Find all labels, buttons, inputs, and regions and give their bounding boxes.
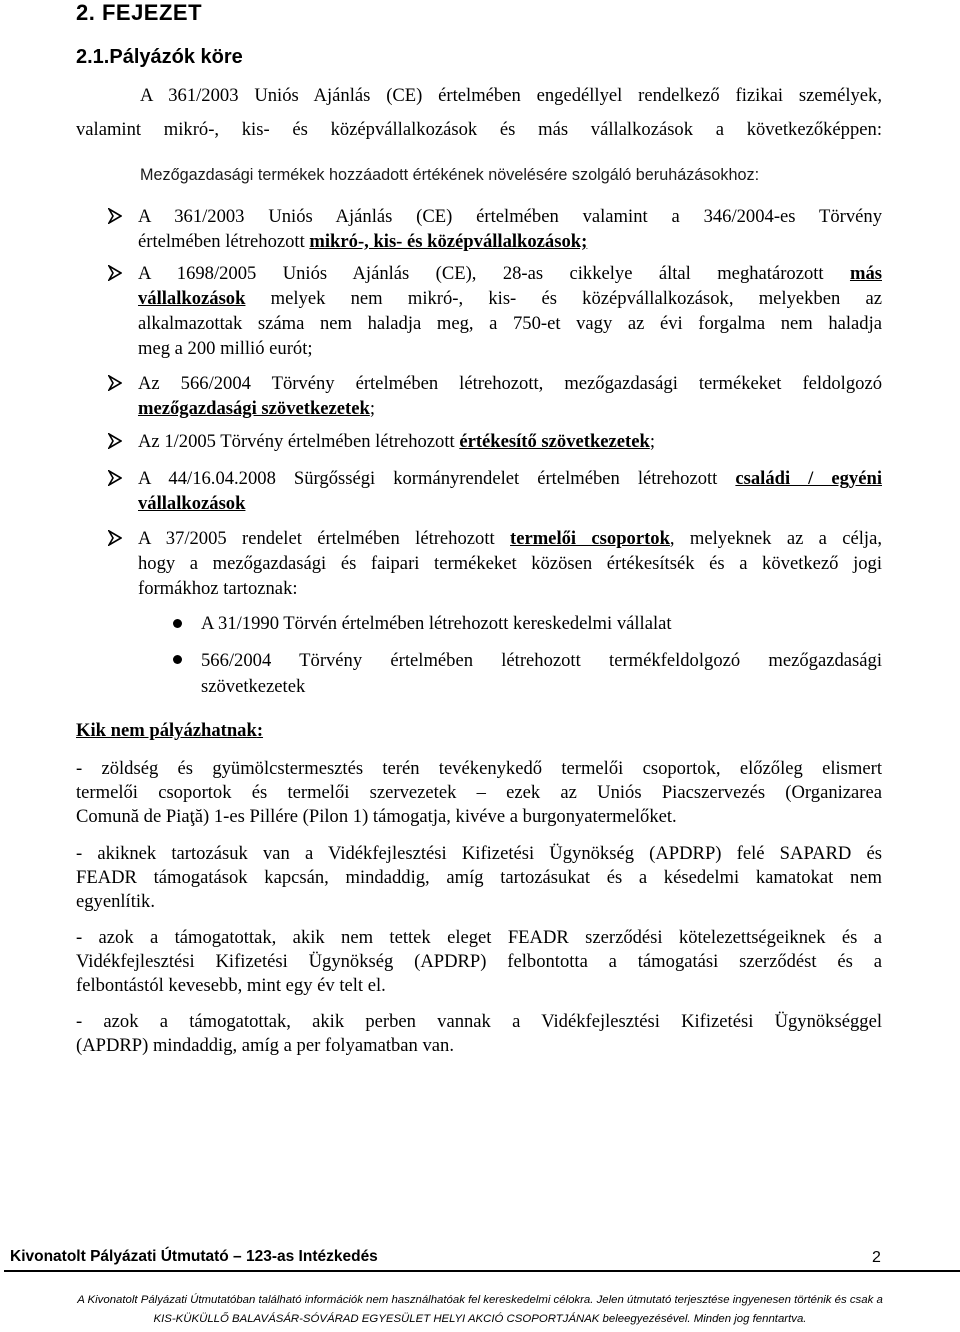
subheading: Mezőgazdasági termékek hozzáadott értékének növelésére szolgáló beruházásokhoz: (140, 166, 760, 184)
item-emphasis: mikró-, kis- és középvállalkozások; (309, 231, 588, 252)
sub-list-item (201, 611, 882, 637)
list-item (138, 371, 882, 421)
paragraph-line: egyenlítik. (76, 891, 156, 912)
page-number: 2 (872, 1249, 881, 1266)
arrow-bullet-icon (108, 530, 122, 546)
excluded-paragraph (76, 1010, 882, 1058)
item-emphasis: vállalkozások (138, 493, 246, 514)
paragraph-line: - zöldség és gyümölcstermesztés terén tevékenykedő termelői csoportok, előzőleg elismert (76, 758, 882, 779)
item-text: értelmében létrehozott (138, 231, 310, 252)
item-text: A 37/2005 rendelet értelmében létrehozott (138, 528, 510, 549)
paragraph-line: (APDRP) mindaddig, amíg a per folyamatban van. (76, 1035, 454, 1056)
item-line: hogy a mezőgazdasági és faipari termékeket közösen értékesítsék és a következő jogi (138, 553, 882, 574)
paragraph-line: Comună de Piaţă) 1-es Pillére (Pilon 1) támogatja, kivéve a burgonyatermelőket. (76, 806, 677, 827)
item-line: Az 566/2004 Törvény értelmében létrehozott, mezőgazdasági termékeket feldolgozó (138, 373, 882, 394)
list-item (138, 204, 882, 254)
excluded-heading: Kik nem pályázhatnak: (76, 720, 264, 741)
item-emphasis: termelői csoportok (510, 528, 670, 549)
footer-title: Kivonatolt Pályázati Útmutató – 123-as Intézkedés (10, 1248, 378, 1265)
item-line: meg a 200 millió eurót; (138, 338, 313, 359)
sub-list-item (201, 648, 882, 700)
arrow-bullet-icon (108, 470, 122, 486)
intro-line: valamint mikró-, kis- és középvállalkozások és más vállalkozások a következőképpen: (76, 119, 882, 140)
footer-disclaimer: A Kivonatolt Pályázati Útmutatóban található információk nem használhatóak fel kereskedelmi célokra. Jelen útmutató terjesztése ingyenesen történik és csak a (77, 1294, 883, 1306)
arrow-bullet-icon (108, 265, 122, 281)
arrow-bullet-icon (108, 208, 122, 224)
item-emphasis: mezőgazdasági szövetkezetek (138, 398, 370, 419)
section-heading: 2.1.Pályázók köre (76, 46, 243, 68)
list-item (138, 466, 882, 516)
bullet-dot-icon (173, 619, 182, 628)
paragraph-line: felbontástól kevesebb, mint egy év telt el. (76, 975, 386, 996)
item-text: melyek nem mikró-, kis- és középvállalkozások, melyekben az (245, 288, 882, 309)
footer-divider (4, 1270, 960, 1272)
paragraph-line: FEADR támogatások kapcsán, mindaddig, amíg tartozásukat és a késedelmi kamatokat nem (76, 867, 882, 888)
item-line: formákhoz tartoznak: (138, 578, 298, 599)
paragraph-line: - azok a támogatottak, akik nem tettek eleget FEADR szerződési kötelezettségeiknek és a (76, 927, 882, 948)
list-item (138, 261, 882, 361)
list-item (138, 429, 882, 454)
arrow-bullet-icon (108, 375, 122, 391)
item-emphasis: értékesítő szövetkezetek (459, 431, 650, 452)
item-text: Az 1/2005 Törvény értelmében létrehozott (138, 431, 460, 452)
bullet-dot-icon (173, 655, 182, 664)
item-line: alkalmazottak száma nem haladja meg, a 750-et vagy az évi forgalma nem haladja (138, 313, 882, 334)
excluded-paragraph (76, 757, 882, 829)
item-text: ; (369, 398, 376, 419)
arrow-bullet-icon (108, 433, 122, 449)
item-text: ; (649, 431, 655, 452)
item-text: A 44/16.04.2008 Sürgősségi kormányrendelet értelmében létrehozott (138, 468, 736, 489)
list-item (138, 526, 882, 601)
sub-item-line: szövetkezetek (201, 676, 306, 697)
excluded-paragraph (76, 842, 882, 914)
item-text: , melyeknek az a célja, (669, 528, 882, 549)
paragraph-line: termelői csoportok és termelői szervezetek – ezek az Uniós Piacszervezés (Organizarea (76, 782, 882, 803)
item-emphasis: családi / egyéni (735, 468, 882, 489)
item-text: A 1698/2005 Uniós Ajánlás (CE), 28-as cikkelye által meghatározott (138, 263, 850, 284)
sub-item-line: 566/2004 Törvény értelmében létrehozott termékfeldolgozó mezőgazdasági (201, 650, 882, 671)
paragraph-line: - akiknek tartozásuk van a Vidékfejlesztési Kifizetési Ügynökség (APDRP) felé SAPARD és (76, 843, 882, 864)
item-emphasis: más (849, 263, 882, 284)
footer-disclaimer: KIS-KÜKÜLLŐ BALAVÁSÁR-SÓVÁRAD EGYESÜLET HELYI AKCIÓ CSOPORTJÁNAK beleegyezésével. Minden jog fenntartva. (153, 1313, 807, 1325)
paragraph-line: - azok a támogatottak, akik perben vannak a Vidékfejlesztési Kifizetési Ügynökséggel (76, 1011, 882, 1032)
item-line: A 361/2003 Uniós Ajánlás (CE) értelmében valamint a 346/2004-es Törvény (138, 206, 882, 227)
item-emphasis: vállalkozások (138, 288, 246, 309)
intro-line: A 361/2003 Uniós Ajánlás (CE) értelmében engedéllyel rendelkező fizikai személyek, (140, 85, 882, 106)
sub-item-line: A 31/1990 Törvén értelmében létrehozott kereskedelmi vállalat (201, 613, 672, 634)
chapter-heading: 2. FEJEZET (76, 0, 203, 25)
paragraph-line: Vidékfejlesztési Kifizetési Ügynökség (APDRP) felbontotta a támogatási szerződést és a (76, 951, 882, 972)
excluded-paragraph (76, 926, 882, 998)
